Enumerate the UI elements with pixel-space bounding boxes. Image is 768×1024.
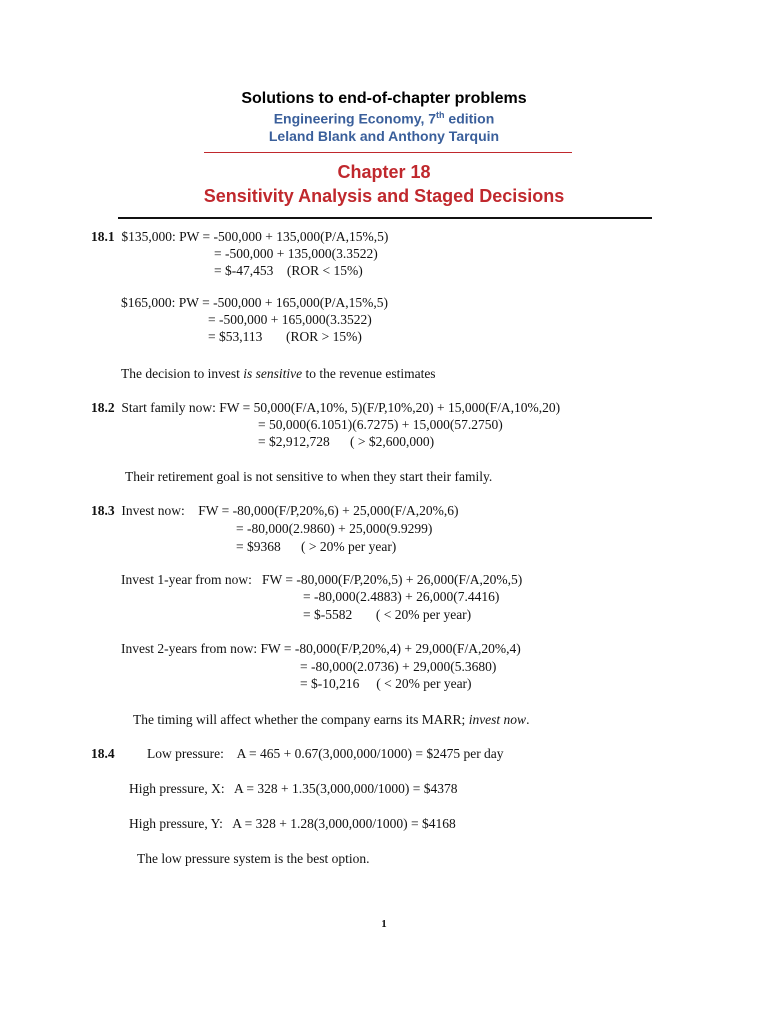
header-divider — [204, 152, 572, 153]
book-authors: Leland Blank and Anthony Tarquin — [268, 128, 500, 144]
conclusion-emphasis: invest now — [468, 712, 527, 727]
problem-18-4-conclusion: The low pressure system is the best option. — [137, 851, 370, 866]
conclusion-emphasis: is sensitive — [243, 366, 303, 381]
problem-18-1-line-1 — [91, 229, 388, 245]
problem-18-3-line-7: Invest 2-years from now: FW = -80,000(F/P,20%,4) + 29,000(F/A,20%,4) — [121, 641, 521, 656]
problem-18-1-line-5: = -500,000 + 165,000(3.3522) — [208, 312, 372, 327]
problem-18-2-line-3: = $2,912,728 ( > $2,600,000) — [258, 434, 435, 449]
equation-text: Invest now: FW = -80,000(F/P,20%,6) + 25,000(F/A,20%,6) — [114, 503, 459, 518]
problem-18-1-line-6: = $53,113 (ROR > 15%) — [208, 329, 362, 344]
problem-18-1-line-4: $165,000: PW = -500,000 + 165,000(P/A,15%,5) — [121, 295, 388, 310]
conclusion-text: The timing will affect whether the company earns its MARR; — [133, 712, 469, 727]
problem-18-1-conclusion — [121, 366, 436, 382]
problem-18-3-line-8: = -80,000(2.0736) + 29,000(5.3680) — [300, 659, 497, 674]
problem-18-3-line-3: = $9368 ( > 20% per year) — [236, 539, 397, 554]
problem-18-4-line-2: High pressure, X: A = 328 + 1.35(3,000,000/1000) = $4378 — [129, 781, 458, 796]
chapter-number: Chapter 18 — [337, 162, 431, 182]
book-title-superscript: th — [436, 110, 445, 120]
problem-18-3-line-1 — [91, 503, 458, 519]
conclusion-text-end: . — [526, 712, 530, 727]
book-title-suffix: edition — [444, 110, 495, 127]
problem-18-3-line-6: = $-5582 ( < 20% per year) — [303, 607, 472, 622]
problem-18-1-line-3: = $-47,453 (ROR < 15%) — [214, 263, 363, 278]
equation-text: Start family now: FW = 50,000(F/A,10%, 5)(F/P,10%,20) + 15,000(F/A,10%,20) — [114, 400, 561, 415]
equation-text: $135,000: PW = -500,000 + 135,000(P/A,15%,5) — [114, 229, 389, 244]
book-title — [0, 110, 768, 127]
page-number: 1 — [381, 918, 387, 930]
problem-18-3-line-5: = -80,000(2.4883) + 26,000(7.4416) — [303, 589, 500, 604]
problem-number: 18.2 — [91, 400, 115, 415]
problem-18-3-line-9: = $-10,216 ( < 20% per year) — [300, 676, 472, 691]
problem-18-3-line-4: Invest 1-year from now: FW = -80,000(F/P,20%,5) + 26,000(F/A,20%,5) — [121, 572, 523, 587]
book-title-prefix: Engineering Economy, 7 — [273, 110, 437, 127]
problem-number: 18.3 — [91, 503, 115, 518]
chapter-divider — [118, 217, 652, 219]
problem-18-4-line-1: Low pressure: A = 465 + 0.67(3,000,000/1000) = $2475 per day — [147, 746, 504, 761]
chapter-title: Sensitivity Analysis and Staged Decisions — [203, 186, 565, 206]
problem-18-4-number: 18.4 — [91, 746, 115, 761]
problem-18-1-line-2: = -500,000 + 135,000(3.3522) — [214, 246, 378, 261]
problem-18-2-line-2: = 50,000(6.1051)(6.7275) + 15,000(57.2750) — [258, 417, 503, 432]
document-title: Solutions to end-of-chapter problems — [241, 90, 527, 107]
problem-18-3-conclusion — [133, 712, 529, 728]
problem-18-3-line-2: = -80,000(2.9860) + 25,000(9.9299) — [236, 521, 433, 536]
problem-18-2-line-1 — [91, 400, 560, 416]
conclusion-text: The decision to invest — [121, 366, 244, 381]
problem-18-2-conclusion: Their retirement goal is not sensitive to when they start their family. — [125, 469, 493, 484]
conclusion-text-end: to the revenue estimates — [302, 366, 436, 381]
problem-number: 18.1 — [91, 229, 115, 244]
problem-18-4-line-3: High pressure, Y: A = 328 + 1.28(3,000,000/1000) = $4168 — [129, 816, 456, 831]
